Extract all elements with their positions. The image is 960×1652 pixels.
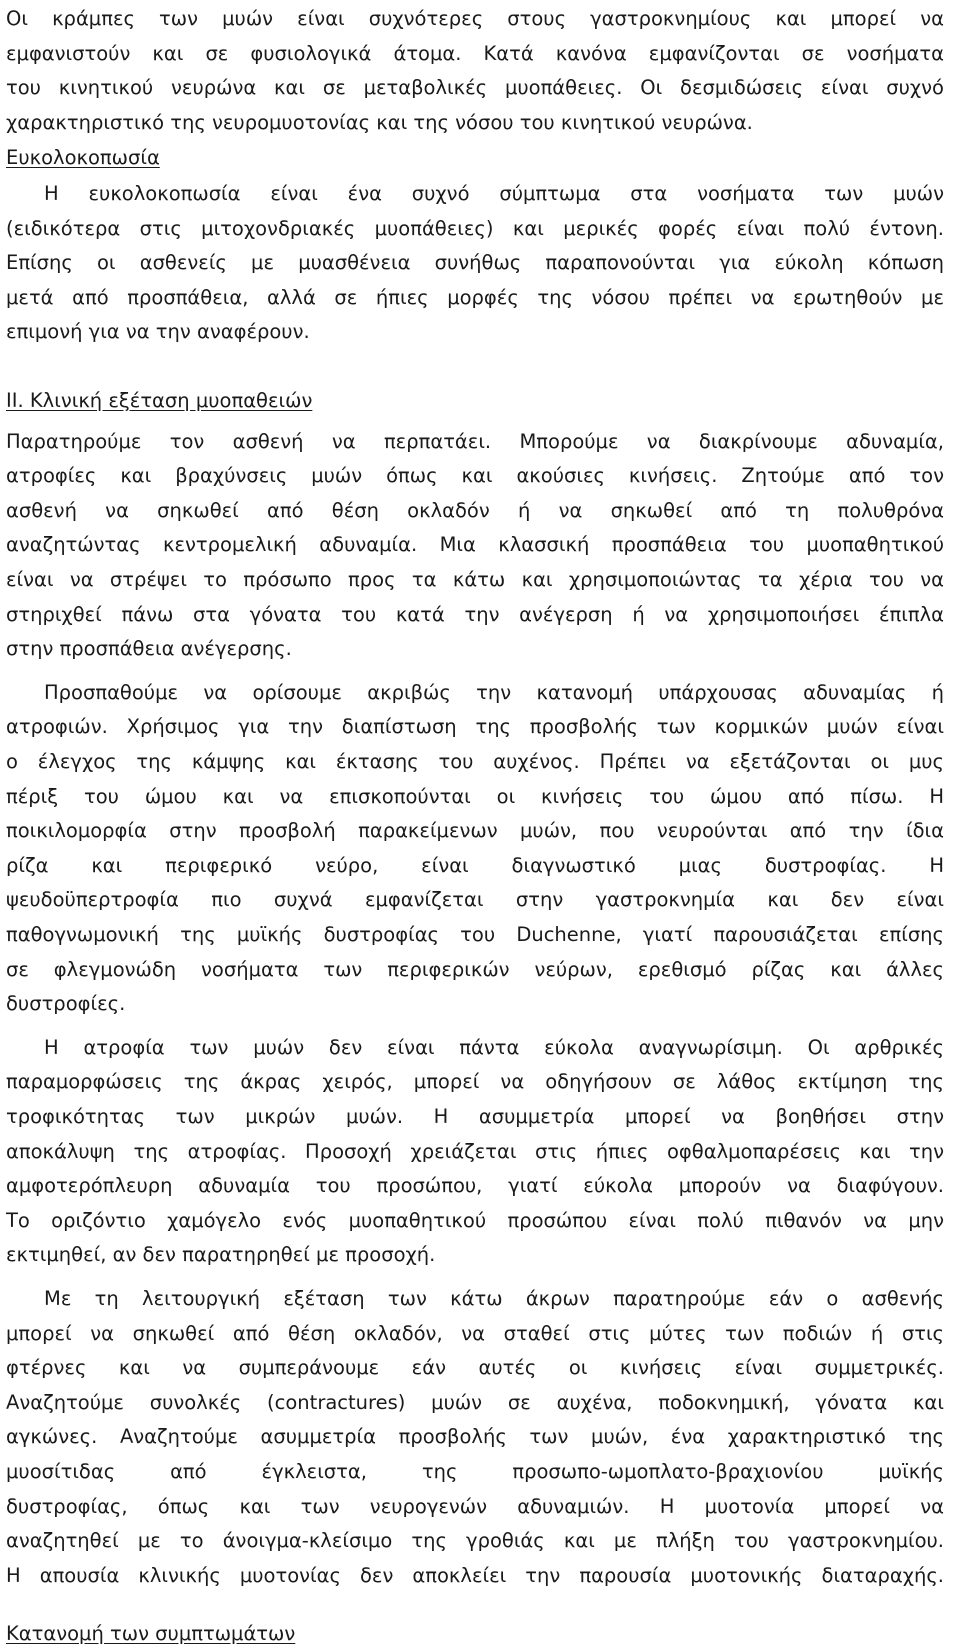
text-line: χαρακτηριστικό της νευρομυοτονίας και της νόσου του κινητικού νευρώνα. bbox=[6, 110, 753, 134]
text-line: εκτιμηθεί, αν δεν παρατηρηθεί με προσοχή. bbox=[6, 1243, 436, 1267]
section-heading bbox=[6, 141, 944, 176]
text-line: αγκώνες. Αναζητούμε ασυμμετρία προσβολής των μυών, ένα χαρακτηριστικό της bbox=[6, 1425, 944, 1449]
text-line: παθογνωμονική της μυϊκής δυστροφίας του Duchenne, γιατί παρουσιάζεται επίσης bbox=[6, 923, 944, 946]
text-line: (ειδικότερα στις μιτοχονδριακές μυοπάθειες) και μερικές φορές είναι πολύ έντονη. bbox=[6, 216, 944, 240]
text-line: Επίσης οι ασθενείς με μυασθένεια συνήθως παραπονούνται για εύκολη κόπωση bbox=[6, 251, 944, 275]
heading-text: Ευκολοκοπωσία bbox=[6, 146, 160, 170]
text-line: στηριχθεί πάνω στα γόνατα του κατά την ανέγερση ή να χρησιμοποιήσει έπιπλα bbox=[6, 602, 944, 626]
text-line: του κινητικού νευρώνα και σε μεταβολικές μυοπάθειες. Οι δεσμιδώσεις είναι συχνό bbox=[6, 76, 944, 100]
text-line: παραμορφώσεις της άκρας χειρός, μπορεί να οδηγήσουν σε λάθος εκτίμηση της bbox=[6, 1070, 944, 1094]
text-line: ασθενή να σηκωθεί από θέση οκλαδόν ή να σηκωθεί από τη πολυθρόνα bbox=[6, 498, 944, 522]
text-line: πέριξ του ώμου και να επισκοπούνται οι κινήσεις του ώμου από πίσω. Η bbox=[6, 784, 944, 808]
text-line: Οι κράμπες των μυών είναι συχνότερες στους γαστροκνημίους και μπορεί να bbox=[6, 7, 944, 30]
text-line: στην προσπάθεια ανέγερσης. bbox=[6, 637, 292, 661]
text-line: Το οριζόντιο χαμόγελο ενός μυοπαθητικού προσώπου είναι πολύ πιθανόν να μην bbox=[6, 1208, 944, 1232]
text-line: Με τη λειτουργική εξέταση των κάτω άκρων παρατηρούμε εάν ο ασθενής bbox=[44, 1287, 944, 1310]
heading-text: Κατανομή των συμπτωμάτων bbox=[6, 1622, 296, 1646]
text-line: ρίζα και περιφερικό νεύρο, είναι διαγνωστικό μιας δυστροφίας. Η bbox=[6, 853, 944, 877]
text-line: μυοσίτιδας από έγκλειστα, της προσωπο-ωμοπλατο-βραχιονίου μυϊκής bbox=[6, 1460, 944, 1483]
text-line: Προσπαθούμε να ορίσουμε ακριβώς την κατανομή υπάρχουσας αδυναμίας ή bbox=[44, 680, 944, 704]
text-line: είναι να στρέψει το πρόσωπο προς τα κάτω και χρησιμοποιώντας τα χέρια του να bbox=[6, 568, 944, 591]
text-line: αμφοτερόπλευρη αδυναμία του προσώπου, γιατί εύκολα μπορούν να διαφύγουν. bbox=[6, 1174, 944, 1198]
text-line: φτέρνες και να συμπεράνουμε εάν αυτές οι κινήσεις είναι συμμετρικές. bbox=[6, 1356, 944, 1380]
text-line: επιμονή για να την αναφέρουν. bbox=[6, 320, 310, 344]
text-line: αναζητηθεί με το άνοιγμα-κλείσιμο της γροθιάς και με πλήξη του γαστροκνημίου. bbox=[6, 1529, 944, 1553]
text-line: μετά από προσπάθεια, αλλά σε ήπιες μορφές της νόσου πρέπει να ερωτηθούν με bbox=[6, 285, 944, 309]
text-line: Η ευκολοκοπωσία είναι ένα συχνό σύμπτωμα στα νοσήματα των μυών bbox=[44, 182, 944, 205]
text-line: αποκάλυψη της ατροφίας. Προσοχή χρειάζεται στις ήπιες οφθαλμοπαρέσεις και την bbox=[6, 1139, 944, 1163]
section-heading bbox=[6, 1617, 944, 1652]
text-line: Η ατροφία των μυών δεν είναι πάντα εύκολα αναγνωρίσιμη. Οι αρθρικές bbox=[44, 1035, 944, 1059]
text-line: Η απουσία κλινικής μυοτονίας δεν αποκλείει την παρουσία μυοτονικής διαταραχής. bbox=[6, 1563, 944, 1587]
text-line: ποικιλομορφία στην προσβολή παρακείμενων μυών, που νευρούνται από την ίδια bbox=[6, 819, 944, 843]
text-line: μπορεί να σηκωθεί από θέση οκλαδόν, να σταθεί στις μύτες των ποδιών ή στις bbox=[6, 1321, 944, 1345]
text-line: δυστροφίες. bbox=[6, 992, 126, 1016]
section-heading bbox=[6, 384, 944, 419]
text-line: δυστροφίας, όπως και των νευρογενών αδυναμιών. Η μυοτονία μπορεί να bbox=[6, 1494, 944, 1518]
text-line: ψευδοϋπερτροφία πιο συχνά εμφανίζεται στην γαστροκνημία και δεν είναι bbox=[6, 888, 944, 912]
text-line: σε φλεγμονώδη νοσήματα των περιφερικών νεύρων, ερεθισμό ρίζας και άλλες bbox=[6, 957, 944, 981]
heading-text: ΙΙ. Κλινική εξέταση μυοπαθειών bbox=[6, 389, 313, 412]
text-line: ατροφίες και βραχύνσεις μυών όπως και ακούσιες κινήσεις. Ζητούμε από τον bbox=[6, 464, 944, 488]
text-line: εμφανιστούν και σε φυσιολογικά άτομα. Κατά κανόνα εμφανίζονται σε νοσήματα bbox=[6, 41, 944, 65]
text-line: τροφικότητας των μικρών μυών. Η ασυμμετρία μπορεί να βοηθήσει στην bbox=[6, 1105, 944, 1128]
text-line: Παρατηρούμε τον ασθενή να περπατάει. Μπορούμε να διακρίνουμε αδυναμία, bbox=[6, 429, 944, 453]
text-line: Αναζητούμε συνολκές (contractures) μυών σε αυχένα, ποδοκνημική, γόνατα και bbox=[6, 1390, 944, 1414]
text-line: ατροφιών. Χρήσιμος για την διαπίστωση της προσβολής των κορμικών μυών είναι bbox=[6, 715, 944, 739]
text-line: αναζητώντας κεντρομελική αδυναμία. Μια κλασσική προσπάθεια του μυοπαθητικού bbox=[6, 533, 944, 557]
text-line: ο έλεγχος της κάμψης και έκτασης του αυχένος. Πρέπει να εξετάζονται οι μυς bbox=[6, 750, 944, 773]
